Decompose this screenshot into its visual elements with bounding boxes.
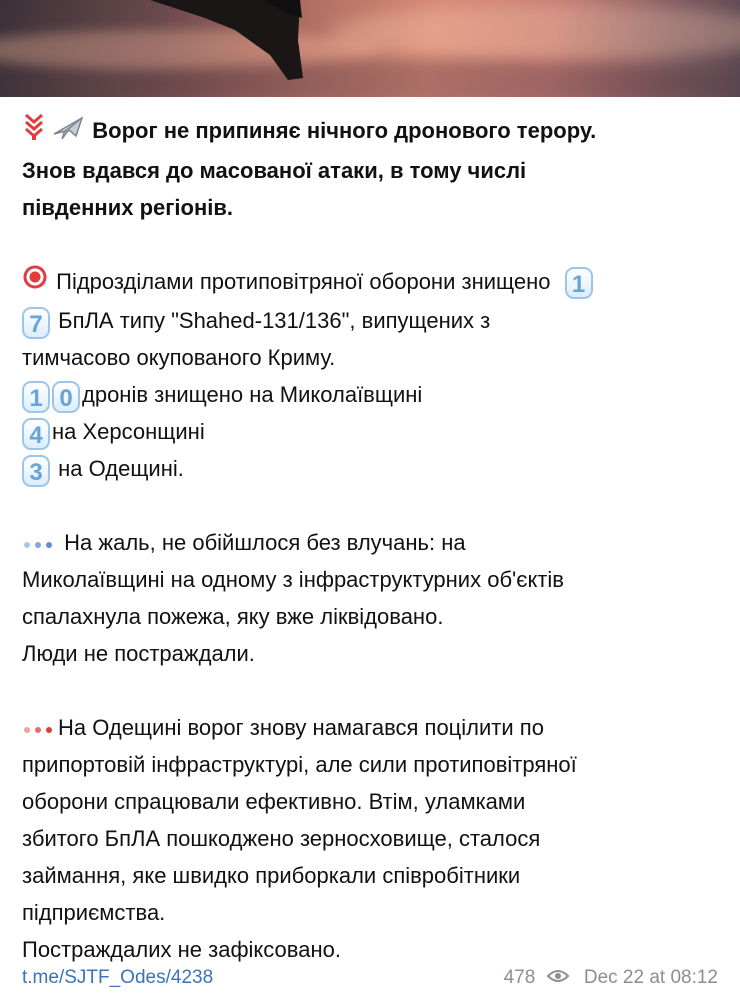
post-header-image[interactable]	[0, 0, 740, 97]
p3-line-5: займання, яке швидко приборкали співробітники	[22, 863, 521, 889]
eye-icon	[547, 963, 569, 993]
p3-line-7: Постраждалих не зафіксовано.	[22, 937, 341, 963]
p1-text: на Херсонщині	[52, 419, 205, 445]
view-count: 478	[503, 967, 536, 989]
p2-text: На жаль, не обійшлося без влучань: на	[64, 530, 466, 556]
aircraft-silhouette	[0, 0, 740, 97]
p1-text: Підрозділами протиповітряної оборони знищено	[56, 268, 551, 294]
paragraph-spacer	[22, 672, 727, 709]
p3-line-6: підприємства.	[22, 900, 166, 926]
number-4-icon: 4	[22, 418, 50, 450]
p2-line-4: Люди не постраждали.	[22, 641, 255, 667]
p2-line-2: Миколаївщині на одному з інфраструктурних об'єктів	[22, 567, 564, 593]
headline-line-3: південних регіонів.	[22, 194, 233, 220]
paragraph-spacer	[22, 226, 727, 263]
p1-text: на Одещині.	[58, 456, 184, 482]
headline-line-2: Знов вдався до масованої атаки, в тому числі	[22, 157, 527, 183]
post-date: Dec 22 at 08:12	[583, 967, 718, 989]
headline-line-1	[22, 112, 727, 152]
number-7-icon: 7	[22, 307, 50, 339]
red-circle-icon	[22, 263, 50, 302]
headline-text: Ворог не припиняє нічного дронового терору.	[92, 118, 597, 143]
p3-line-3: оборони спрацювали ефективно. Втім, уламками	[22, 789, 526, 815]
p3-line-4: збитого БпЛА пошкоджено зерносховище, сталося	[22, 826, 541, 852]
p1-line-1	[22, 263, 727, 303]
p2-line-1	[22, 524, 727, 561]
arrows-down-icon	[22, 113, 46, 152]
p3-text: На Одещині ворог знову намагався поцілити по	[58, 715, 544, 741]
blue-dots-icon	[22, 540, 58, 550]
number-1-icon: 1	[565, 267, 593, 299]
post-meta	[504, 963, 718, 993]
p3-line-2: припортовій інфраструктурі, але сили протиповітряної	[22, 752, 577, 778]
post-footer	[22, 963, 718, 993]
p1-text: БпЛА типу "Shahed-131/136", випущених з	[58, 308, 491, 334]
number-3-icon: 3	[22, 455, 50, 487]
airplane-icon	[52, 114, 86, 151]
post-link[interactable]: t.me/SJTF_Odes/4238	[22, 967, 214, 988]
post-text	[22, 112, 727, 968]
p1-line-3: тимчасово окупованого Криму.	[22, 345, 336, 371]
p1-line-2	[22, 302, 727, 339]
paragraph-spacer	[22, 487, 727, 524]
number-0-icon: 0	[52, 381, 80, 413]
red-dots-icon	[22, 725, 58, 735]
p1-text: дронів знищено на Миколаївщині	[82, 382, 423, 408]
p2-line-3: спалахнула пожежа, яку вже ліквідовано.	[22, 604, 444, 630]
number-1-icon: 1	[22, 381, 50, 413]
p1-line-5	[22, 413, 727, 450]
p3-line-1	[22, 709, 727, 746]
p1-line-4	[22, 376, 727, 413]
p1-line-6	[22, 450, 727, 487]
